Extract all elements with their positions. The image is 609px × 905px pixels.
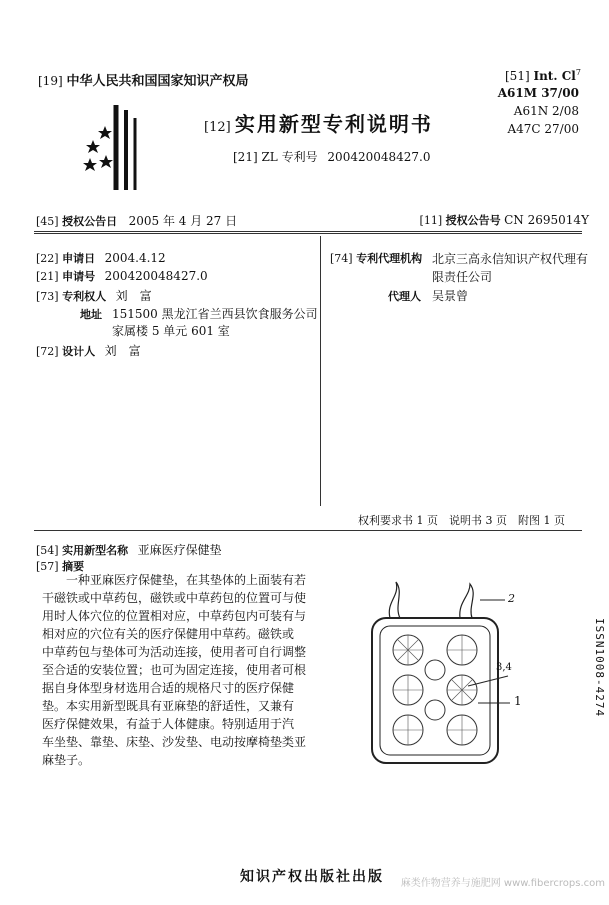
owner: 刘 富 <box>115 289 152 303</box>
title-row <box>36 541 222 558</box>
owner-label: 专利权人 <box>62 290 107 303</box>
grant-pub-label: 授权公告号 <box>445 214 501 227</box>
abstract-line-4: 中草药包与垫体可为活动连接，使用者可自行调整 <box>42 645 307 659</box>
intcl-3: A47C 27/00 <box>507 122 579 136</box>
figure-label-1: 1 <box>514 694 522 708</box>
grant-date-line <box>36 212 237 229</box>
patent-no-code: [21] <box>233 150 258 164</box>
agent: 吴景曾 <box>432 289 469 303</box>
designer-row <box>36 342 141 359</box>
app-no-code: [21] <box>36 270 59 283</box>
grant-date-code: [45] <box>36 215 59 228</box>
mat-inner <box>380 626 490 755</box>
abstract-line-3: 相对应的穴位有关的医疗保健用中草药。磁铁或 <box>42 627 295 641</box>
mat-spokes <box>393 635 477 745</box>
filing-date-row <box>36 250 166 266</box>
address-line-1: 151500 黑龙江省兰西县饮食服务公司 <box>112 307 318 321</box>
grant-date: 2005 年 4 月 27 日 <box>128 214 238 228</box>
intcl-sup: 7 <box>575 68 581 77</box>
abstract-line-8: 医疗保健效果，有益于人体健康。特别适用于汽 <box>42 717 295 731</box>
owner-code: [73] <box>36 290 59 303</box>
grant-pub-line <box>420 212 589 228</box>
divider-top <box>34 231 582 232</box>
emblem-star-3 <box>83 158 97 171</box>
designer-code: [72] <box>36 345 59 358</box>
emblem-star-1 <box>86 140 100 153</box>
column-divider <box>320 236 321 506</box>
abstract-line-0: 一种亚麻医疗保健垫，在其垫体的上面装有若 <box>66 573 307 587</box>
office-header <box>38 70 248 89</box>
filing-date-code: [22] <box>36 252 59 265</box>
strap-left <box>389 582 400 618</box>
figure-label-2: 2 <box>508 592 515 605</box>
strap-right <box>460 584 473 618</box>
intcl-header <box>505 68 581 83</box>
designer: 刘 富 <box>104 344 141 358</box>
intcl-main: A61M 37/00 <box>497 86 579 100</box>
patent-office-emblem <box>80 100 140 195</box>
intcl-2: A61N 2/08 <box>513 104 579 118</box>
divider-mid <box>34 530 582 531</box>
address-line-2: 家属楼 5 单元 601 室 <box>112 324 230 338</box>
intcl-label: Int. Cl <box>533 69 576 83</box>
address-label: 地址 <box>80 308 102 321</box>
grant-pub-no: CN 2695014Y <box>504 213 589 227</box>
abstract-line-6: 据自身体型身材选用合适的规格尺寸的医疗保健 <box>42 681 295 695</box>
abstract-line-1: 干磁铁或中草药包，磁铁或中草药包的位置可与使 <box>42 591 307 605</box>
office-code: [19] <box>38 74 63 88</box>
mat-figure <box>360 578 520 768</box>
emblem-star-2 <box>98 126 112 139</box>
title-code: [54] <box>36 544 59 557</box>
abstract-code: [57] <box>36 560 59 573</box>
publisher-footer: 知识产权出版社出版 <box>240 869 384 885</box>
figure-label-34: 3,4 <box>496 662 512 673</box>
filing-date-label: 申请日 <box>62 252 96 265</box>
patent-no-label: ZL 专利号 <box>261 150 318 164</box>
patent-no: 200420048427.0 <box>327 150 431 164</box>
title-text: 亚麻医疗保健垫 <box>137 543 222 557</box>
emblem-star-4 <box>99 155 113 168</box>
patent-number-line <box>233 148 431 165</box>
watermark: 麻类作物营养与施肥网 www.fibercrops.com <box>400 878 605 889</box>
grant-date-label: 授权公告日 <box>62 215 118 228</box>
intcl-code: [51] <box>505 69 530 83</box>
abstract-line-7: 垫。本实用新型既具有亚麻垫的舒适性，又兼有 <box>42 699 295 713</box>
issn-vertical: ISSN1008-4274 <box>593 618 606 718</box>
owner-row <box>36 287 152 304</box>
agency-label: 专利代理机构 <box>356 252 423 265</box>
doc-type-header <box>204 108 433 137</box>
doc-type-code: [12] <box>204 120 231 135</box>
grant-pub-code: [11] <box>419 214 443 227</box>
doc-type: 实用新型专利说明书 <box>234 112 433 136</box>
office-name: 中华人民共和国国家知识产权局 <box>66 74 249 89</box>
designer-label: 设计人 <box>62 345 96 358</box>
abstract-line-10: 麻垫子。 <box>42 753 91 767</box>
app-no-label: 申请号 <box>62 270 96 283</box>
agency-row <box>330 250 422 266</box>
divider-top-2 <box>34 233 582 234</box>
title-label: 实用新型名称 <box>62 544 129 557</box>
page-counts: 权利要求书 1 页 说明书 3 页 附图 1 页 <box>358 514 565 527</box>
abstract-line-2: 用时人体穴位的位置相对应，中草药包内可装有与 <box>42 609 307 623</box>
app-no: 200420048427.0 <box>104 269 208 283</box>
agent-label: 代理人 <box>388 290 421 303</box>
agency-line-2: 限责任公司 <box>432 270 493 284</box>
abstract-line-5: 至合适的安装位置；也可为固定连接，使用者可根 <box>42 663 307 677</box>
agency-code: [74] <box>330 252 353 265</box>
filing-date: 2004.4.12 <box>104 251 166 265</box>
abstract-line-9: 车坐垫、靠垫、床垫、沙发垫、电动按摩椅垫类亚 <box>42 735 307 749</box>
mat-outer <box>372 618 498 763</box>
abstract-label: 摘要 <box>62 560 85 573</box>
agency-line-1: 北京三高永信知识产权代理有 <box>432 252 589 266</box>
app-no-row <box>36 268 208 284</box>
